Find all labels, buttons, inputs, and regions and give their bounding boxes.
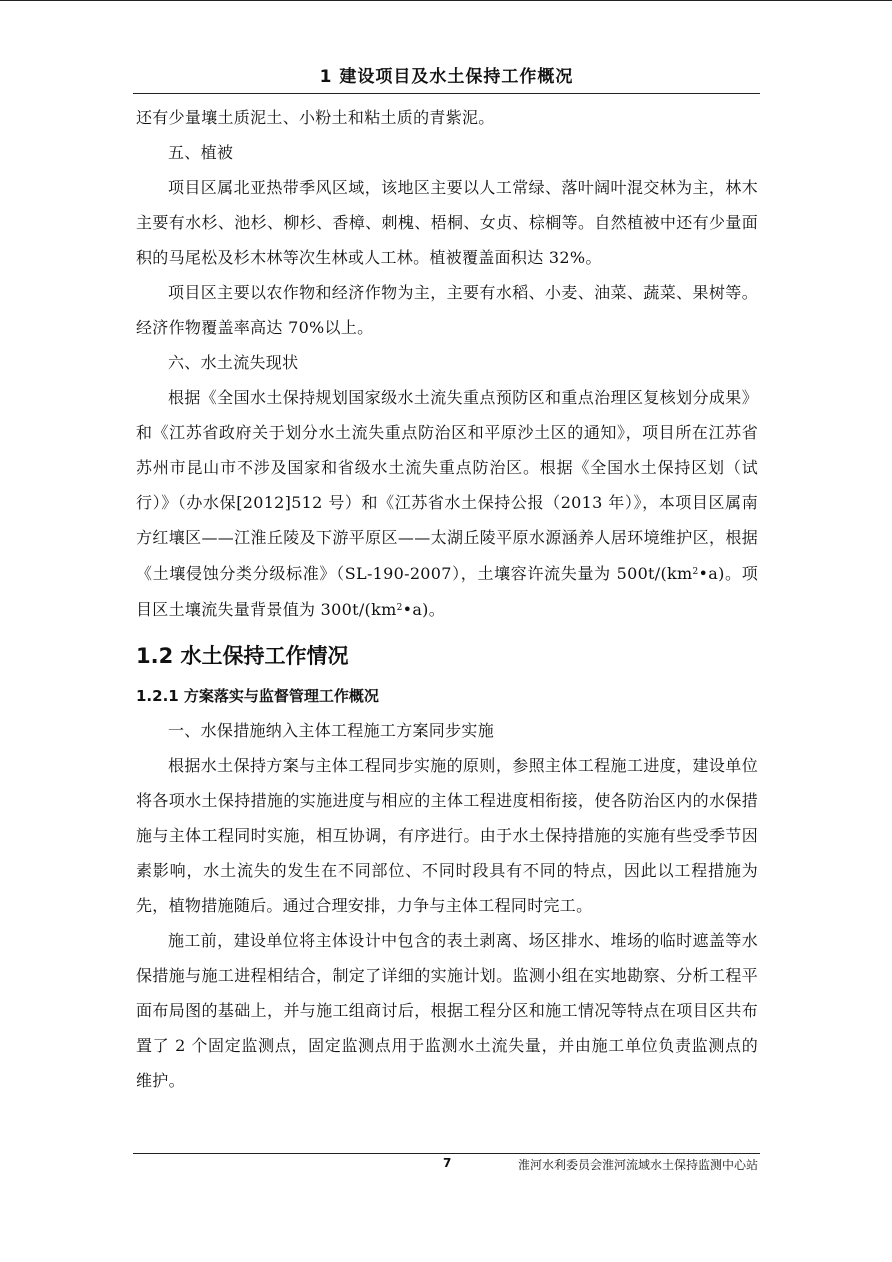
page-body [136,100,758,1098]
body-paragraph: 项目区主要以农作物和经济作物为主，主要有水稻、小麦、油菜、蔬菜、果树等。经济作物覆盖率高达 70%以上。 [136,283,758,337]
paragraph-group-a [136,100,758,380]
superscript-unit-1: 2 [692,567,699,577]
erosion-text-after: •a)。 [402,600,446,619]
body-paragraph: 还有少量壤土质泥土、小粉土和粘土质的青紫泥。 [136,108,495,127]
section-heading-1-2-1: 1.2.1 方案落实与监督管理工作概况 [136,687,379,705]
footer-rule [133,1153,760,1154]
body-paragraph: 六、水土流失现状 [168,353,299,372]
erosion-text-middle: •a)。项目区土壤流失量背景值为 300t/(km [136,564,758,619]
page-footer [133,1156,760,1176]
body-paragraph: 五、植被 [168,143,234,162]
superscript-unit-2: 2 [396,603,403,613]
section-heading-1-2: 1.2 水土保持工作情况 [136,644,349,668]
body-paragraph: 根据水土保持方案与主体工程同步实施的原则，参照主体工程施工进度，建设单位将各项水土保持措施的实施进度与相应的主体工程进度相衔接，使各防治区内的水保措施与主体工程同时实施，相互协调，有序进行。由于水土保持措施的实施有些受季节因素影响，水土流失的发生在不同部位、不同时段具有不同的特点，因此以工程措施为先，植物措施随后。通过合理安排，力争与主体工程同时完工。 [136,756,758,915]
body-paragraph: 施工前，建设单位将主体设计中包含的表土剥离、场区排水、堆场的临时遮盖等水保措施与施工进程相结合，制定了详细的实施计划。监测小组在实地勘察、分析工程平面布局图的基础上，并与施工组商讨后，根据工程分区和施工情况等特点在项目区共布置了 2 个固定监测点，固定监测点用于监测水土流失量，并由施工单位负责监测点的维护。 [136,931,758,1090]
paragraph-group-b [136,713,758,1098]
footer-organization: 淮河水利委员会淮河流域水土保持监测中心站 [517,1158,758,1172]
page-top-border [0,0,892,1]
body-paragraph: 一、水保措施纳入主体工程施工方案同步实施 [168,721,495,740]
body-paragraph: 项目区属北亚热带季风区域，该地区主要以人工常绿、落叶阔叶混交林为主，林木主要有水杉、池杉、柳杉、香樟、刺槐、梧桐、女贞、棕榈等。自然植被中还有少量面积的马尾松及杉木林等次生林或人工林。植被覆盖面积达 32%。 [136,178,758,267]
erosion-text-before: 根据《全国水土保持规划国家级水土流失重点预防区和重点治理区复核划分成果》和《江苏省政府关于划分水土流失重点防治区和平原沙土区的通知》，项目所在江苏省苏州市昆山市不涉及国家和省级水土流失重点防治区。根据《全国水土保持区划（试行）》（办水保[2012]512 号）和《江苏省水土保持公报（2013 年）》，本项目区属南方红壤区——江淮丘陵及下游平原区——太湖丘陵平原水源涵养人居环境维护区，根据《土壤侵蚀分类分级标准》（SL-190-2007），土壤容许流失量为 500t/(km [136,388,758,583]
page-number: 7 [443,1156,452,1170]
running-header: 1 建设项目及水土保持工作概况 [133,62,760,94]
erosion-status-paragraph [136,380,758,627]
